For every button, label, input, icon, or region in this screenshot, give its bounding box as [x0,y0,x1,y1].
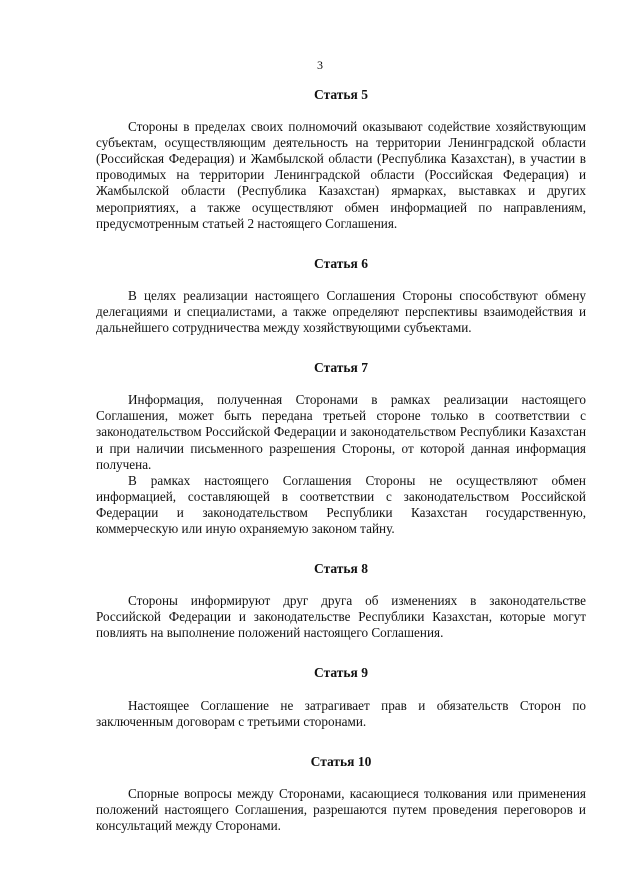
article-paragraph: Информация, полученная Сторонами в рамках реализации настоящего Соглашения, может быть передана третьей стороне только в соответствии с законодательством Российской Федерации и законодательством Республики Казахстан и при наличии письменного разрешения Стороны, от которой данная информация получена. [96,392,586,472]
article-paragraph: Стороны в пределах своих полномочий оказывают содействие хозяйствующим субъектам, осуществляющим деятельность на территории Ленинградской области (Российская Федерация) и Жамбылской области (Республика Казахстан), в участии в проводимых на территории Ленинградской области (Российская Федерация) и Жамбылской области (Республика Казахстан) ярмарках, выставках и других мероприятиях, а также осуществляют обмен информацией по направлениям, предусмотренным статьей 2 настоящего Соглашения. [96,119,586,231]
article-6 [96,256,586,336]
article-5 [96,87,586,232]
page-number: 3 [317,58,323,72]
article-heading: Статья 5 [314,87,368,102]
article-paragraph: В рамках настоящего Соглашения Стороны не осуществляют обмен информацией, составляющей в соответствии с законодательством Российской Федерации и законодательством Республики Казахстан государственную, коммерческую или иную охраняемую законом тайну. [96,472,586,536]
article-7 [96,360,586,537]
article-heading: Статья 8 [314,561,368,577]
article-9 [96,665,586,729]
article-heading: Статья 7 [314,360,368,376]
document-body [96,87,586,858]
article-heading: Статья 9 [314,665,368,681]
article-10 [96,754,586,834]
article-paragraph: Настоящее Соглашение не затрагивает прав и обязательств Сторон по заключенным договорам с третьими сторонами. [96,697,586,729]
article-heading: Статья 6 [314,255,368,271]
article-heading: Статья 10 [310,753,372,769]
article-paragraph: В целях реализации настоящего Соглашения Стороны способствуют обмену делегациями и специалистами, а также определяют перспективы взаимодействия и дальнейшего сотрудничества между хозяйствующими субъектами. [96,287,586,336]
article-paragraph: Стороны информируют друг друга об изменениях в законодательстве Российской Федерации и законодательстве Республики Казахстан, которые могут повлиять на выполнение положений настоящего Соглашения. [96,593,586,641]
article-8 [96,561,586,641]
article-paragraph: Спорные вопросы между Сторонами, касающиеся толкования или применения положений настоящего Соглашения, разрешаются путем проведения переговоров и консультаций между Сторонами. [96,785,586,833]
